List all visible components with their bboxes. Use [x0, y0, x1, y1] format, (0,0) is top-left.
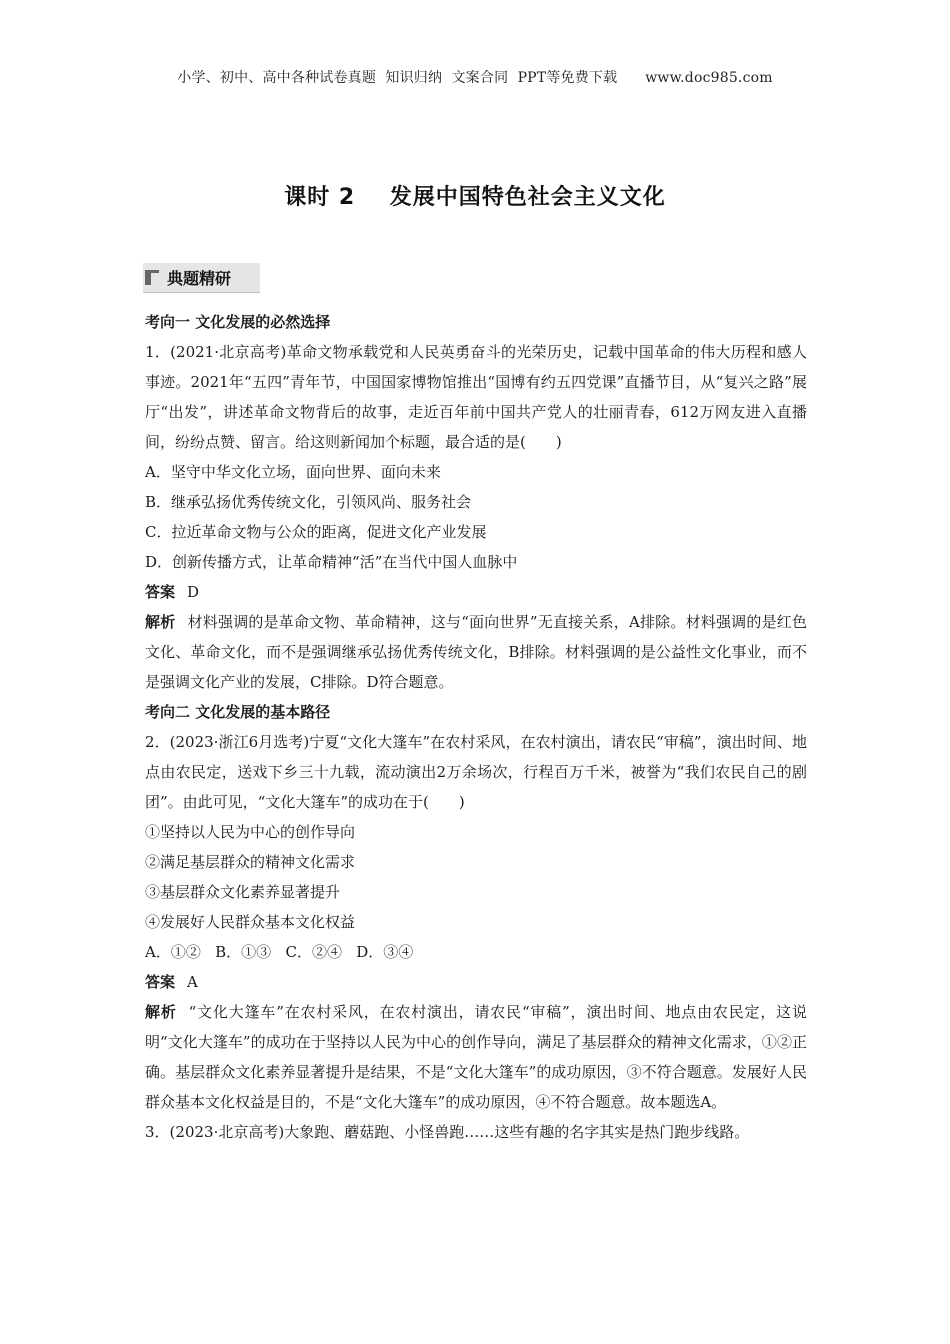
page-header: 小学、初中、高中各种试卷真题 知识归纳 文案合同 PPT等免费下载 www.doc985.com	[177, 70, 773, 86]
q1-answer-label: 答案	[145, 583, 176, 601]
q1-heading: 考向一 文化发展的必然选择	[145, 313, 331, 331]
q1-option-d: D．创新传播方式，让革命精神“活”在当代中国人血脉中	[145, 553, 518, 571]
q1-analysis-label: 解析	[145, 613, 176, 631]
q2-analysis-label: 解析	[145, 1003, 177, 1021]
question-content	[145, 307, 807, 1147]
q1-analysis	[145, 607, 807, 697]
section-tag-label: 典题精研	[167, 269, 232, 288]
q1-option-a: A．坚守中华文化立场，面向世界、面向未来	[145, 463, 441, 481]
section-marker-icon	[145, 270, 159, 285]
q1-option-b: B．继承弘扬优秀传统文化，引领风尚、服务社会	[145, 493, 472, 511]
q2-answer	[145, 967, 807, 997]
page-title: 课时 2 发展中国特色社会主义文化	[284, 185, 666, 210]
section-tag	[143, 263, 260, 293]
q2-answer-value: A	[187, 973, 198, 991]
q1-answer-value: D	[187, 583, 200, 601]
q1-answer	[145, 577, 807, 607]
q2-analysis-text: “文化大篷车”在农村采风，在农村演出，请农民“审稿”，演出时间、地点由农民定，这说明“文化大篷车”的成功在于坚持以人民为中心的创作导向，满足了基层群众的精神文化需求，①②正确。基层群众文化素养显著提升是结果，不是“文化大篷车”的成功原因，③不符合题意。发展好人民群众基本文化权益是目的，不是“文化大篷车”的成功原因，④不符合题意。故本题选A。	[145, 1003, 807, 1111]
q2-stem: 2．(2023·浙江6月选考)宁夏“文化大篷车”在农村采风，在农村演出，请农民“审稿”，演出时间、地点由农民定，送戏下乡三十九载，流动演出2万余场次，行程百万千米，被誉为“我们农民自己的剧团”。由此可见，“文化大篷车”的成功在于( )	[145, 733, 807, 811]
q1-analysis-text: 材料强调的是革命文物、革命精神，这与“面向世界”无直接关系，A排除。材料强调的是红色文化、革命文化，而不是强调继承弘扬优秀传统文化，B排除。材料强调的是公益性文化事业，而不是强调文化产业的发展，C排除。D符合题意。	[145, 613, 807, 691]
q2-item-3: ③基层群众文化素养显著提升	[145, 883, 341, 901]
q2-answer-label: 答案	[145, 973, 176, 991]
q2-item-2: ②满足基层群众的精神文化需求	[145, 853, 356, 871]
q2-options: A．①② B．①③ C．②④ D．③④	[145, 943, 414, 961]
q2-item-4: ④发展好人民群众基本文化权益	[145, 913, 356, 931]
q2-item-1: ①坚持以人民为中心的创作导向	[145, 823, 356, 841]
q1-option-c: C．拉近革命文物与公众的距离，促进文化产业发展	[145, 523, 487, 541]
q1-stem: 1．(2021·北京高考)革命文物承载党和人民英勇奋斗的光荣历史，记载中国革命的伟大历程和感人事迹。2021年“五四”青年节，中国国家博物馆推出“国博有约五四党课”直播节目，从“复兴之路”展厅“出发”，讲述革命文物背后的故事，走近百年前中国共产党人的壮丽青春，612万网友进入直播间，纷纷点赞、留言。给这则新闻加个标题，最合适的是( )	[145, 343, 807, 451]
q3-stem: 3．(2023·北京高考)大象跑、蘑菇跑、小怪兽跑……这些有趣的名字其实是热门跑步线路。	[145, 1123, 750, 1141]
q2-heading: 考向二 文化发展的基本路径	[145, 703, 331, 721]
q2-analysis	[145, 997, 807, 1117]
